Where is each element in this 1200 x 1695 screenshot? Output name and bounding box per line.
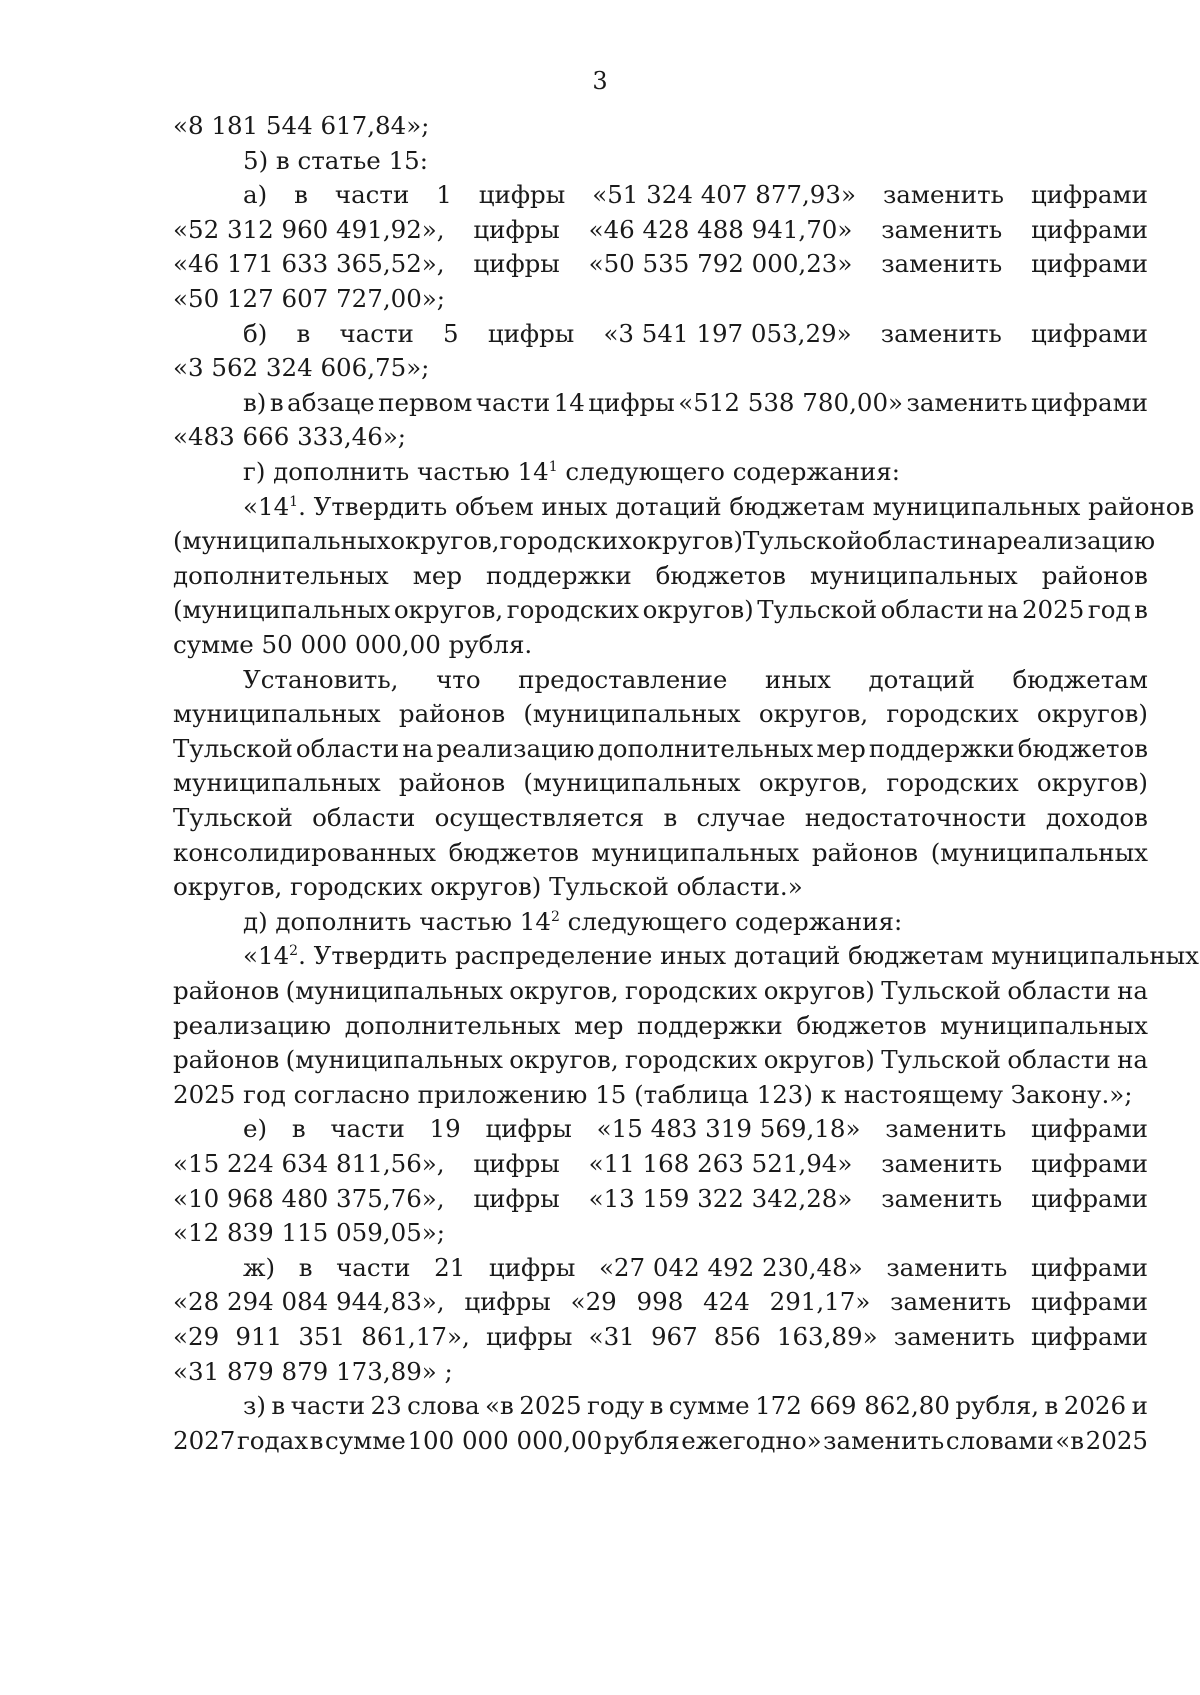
word: области [312, 803, 416, 832]
text-line [173, 1283, 1148, 1321]
line-text-after: . Утвердить объем иных дотаций бюджетам муниципальных районов [298, 491, 1195, 521]
word: цифры [473, 1149, 560, 1178]
word: Тульской [881, 1045, 1001, 1075]
word: и [1131, 1391, 1148, 1421]
word: муниципальных [810, 560, 1018, 590]
word: заменить [881, 1149, 1003, 1178]
text-line [243, 1110, 1148, 1148]
word: заменить [906, 387, 1028, 417]
word: «15 224 634 811,56», [173, 1149, 445, 1178]
word: в [663, 803, 678, 832]
line-text: «31 879 879 173,89» ; [173, 1356, 453, 1386]
word: в [298, 1252, 313, 1282]
word: 23 [370, 1391, 402, 1421]
word: 172 669 862,80 [755, 1391, 950, 1421]
superscript: 1 [548, 458, 558, 475]
word: области [1007, 1045, 1111, 1075]
word: поддержки [486, 560, 632, 590]
word: на [987, 595, 1019, 625]
word: 856 [713, 1322, 761, 1351]
word: цифрами [1030, 1287, 1148, 1317]
word: муниципальных [173, 768, 381, 798]
word: заменить [885, 1114, 1007, 1144]
word: «50 535 792 000,23» [588, 249, 853, 279]
word: цифры [487, 318, 575, 348]
word: в [309, 1425, 324, 1455]
word: недостаточности [804, 803, 1027, 832]
word: «29 [570, 1287, 617, 1317]
text-line [173, 1422, 1148, 1460]
word: мер [574, 1010, 624, 1040]
text-line [173, 1076, 1148, 1114]
word: е) [243, 1114, 268, 1144]
word: реализацию [173, 1010, 332, 1040]
word: округов, [758, 699, 869, 729]
word: 14 [553, 387, 585, 417]
word: иных [764, 664, 831, 694]
word: заменить [881, 1183, 1003, 1213]
word: округов, [509, 1045, 619, 1075]
word: на [1117, 1045, 1148, 1075]
word: году [587, 1391, 645, 1421]
word: 2026 [1063, 1391, 1127, 1421]
word: цифры [588, 387, 675, 417]
text-line [243, 176, 1148, 214]
word: Тульской [757, 595, 878, 625]
word: городских [886, 699, 1019, 729]
line-text-after: . Утвердить распределение иных дотаций бюджетам муниципальных [298, 941, 1199, 971]
word: «28 294 084 944,83», [173, 1287, 445, 1317]
word: 351 [298, 1322, 346, 1351]
page-number: 3 [592, 67, 608, 95]
word: (муниципальных [523, 768, 741, 798]
text-line [173, 557, 1148, 595]
text-line [243, 1249, 1148, 1287]
line-text: «14 [243, 941, 290, 971]
word: 291,17» [769, 1287, 871, 1317]
line-text-after: следующего содержания: [559, 906, 903, 936]
text-line [243, 142, 1148, 180]
text-line [173, 1353, 1148, 1391]
word: округов, [390, 526, 500, 556]
word: что [436, 664, 481, 694]
word: Тульской [173, 803, 293, 832]
word: ежегодно» [681, 1425, 822, 1455]
word: «11 168 263 521,94» [588, 1149, 853, 1178]
word: в [1044, 1391, 1059, 1421]
word: (муниципальных [173, 526, 391, 556]
word: цифры [488, 1252, 576, 1282]
word: в [291, 1114, 306, 1144]
word: округов) [631, 526, 744, 556]
line-text: «8 181 544 617,84»; [173, 111, 430, 140]
word: районов [173, 1045, 280, 1075]
line-text: «3 562 324 606,75»; [173, 353, 430, 383]
word: части [290, 1391, 366, 1421]
word: Тульской [743, 526, 863, 556]
word: реализацию [436, 733, 595, 763]
word: городских [886, 768, 1019, 798]
word: цифры [485, 1322, 573, 1351]
line-text: «12 839 115 059,05»; [173, 1218, 446, 1248]
word: на [402, 733, 434, 763]
word: 19 [429, 1114, 461, 1144]
word: (муниципальных [285, 976, 503, 1005]
word: б) [243, 318, 268, 348]
word: (муниципальных [523, 699, 741, 729]
word: год [1087, 595, 1131, 625]
text-line [173, 418, 1148, 456]
word: «52 312 960 491,92», [173, 214, 445, 244]
word: «3 541 197 053,29» [603, 318, 852, 348]
word: абзаце [287, 387, 375, 417]
word: «29 [173, 1322, 220, 1351]
word: консолидированных [173, 837, 436, 867]
word: реализацию [997, 526, 1156, 556]
word: словами [945, 1425, 1054, 1455]
word: «512 538 780,00» [678, 387, 904, 417]
word: в [269, 387, 284, 417]
word: городских [499, 526, 632, 556]
word: области [862, 526, 967, 556]
word: осуществляется [434, 803, 645, 832]
word: 424 [703, 1287, 750, 1317]
word: муниципальных [591, 837, 800, 867]
word: «15 483 319 569,18» [596, 1114, 861, 1144]
word: цифрами [1031, 1114, 1148, 1144]
word: области [295, 733, 400, 763]
word: районов [398, 699, 506, 729]
text-line [243, 937, 1199, 975]
word: в [1134, 595, 1148, 625]
word: 21 [434, 1252, 466, 1282]
word: в [649, 1391, 664, 1421]
word: округов, [509, 976, 619, 1005]
word: 2027 [173, 1425, 236, 1455]
word: дотаций [868, 664, 975, 694]
text-line [173, 107, 1148, 145]
text-line [173, 695, 1148, 733]
word: годах [236, 1425, 309, 1455]
word: цифры [473, 249, 560, 279]
word: части [339, 318, 414, 348]
word: на [966, 526, 998, 556]
word: сумме [668, 1391, 750, 1421]
line-text: «50 127 607 727,00»; [173, 284, 446, 313]
text-line [243, 453, 1148, 491]
word: цифрами [1031, 387, 1148, 417]
word: цифры [473, 214, 560, 244]
word: заменить [890, 1287, 1012, 1317]
word: заменить [881, 214, 1003, 244]
word: округов, [393, 595, 504, 625]
word: районов [398, 768, 506, 798]
line-text: г) дополнить частью 14 [243, 457, 549, 486]
word: «27 042 492 230,48» [598, 1252, 863, 1282]
word: муниципальных [173, 699, 381, 729]
word: цифры [473, 1183, 560, 1213]
word: 2025 [1085, 1425, 1148, 1455]
word: 861,17», [361, 1322, 470, 1351]
word: з) [243, 1391, 266, 1421]
word: районов [811, 837, 919, 867]
word: части [475, 387, 551, 417]
word: мер [816, 733, 866, 763]
word: округов) [1036, 768, 1148, 798]
text-line [173, 1318, 1148, 1356]
word: «в [485, 1391, 514, 1421]
word: 163,89» [776, 1322, 878, 1351]
word: слова [407, 1391, 480, 1421]
word: а) [243, 180, 268, 210]
word: ж) [243, 1252, 276, 1282]
word: 5 [443, 318, 459, 348]
word: мер [412, 560, 463, 590]
word: части [330, 1114, 405, 1144]
word: муниципальных [940, 1010, 1148, 1040]
word: 911 [235, 1322, 283, 1351]
text-line [173, 730, 1148, 768]
word: Тульской [881, 976, 1001, 1005]
word: 967 [650, 1322, 698, 1351]
line-text: д) дополнить частью 14 [243, 906, 551, 936]
word: районов [173, 976, 280, 1005]
text-line [173, 245, 1148, 283]
word: 2025 [519, 1391, 582, 1421]
text-line [173, 349, 1148, 387]
word: поддержки [868, 733, 1015, 763]
word: области [880, 595, 984, 625]
word: 100 000 000,00 [407, 1425, 603, 1455]
word: предоставление [518, 664, 728, 694]
word: части [336, 1252, 411, 1282]
word: на [1117, 976, 1148, 1005]
word: округов) [763, 1045, 875, 1075]
word: поддержки [637, 1010, 783, 1040]
word: цифрами [1031, 214, 1148, 244]
word: цифрами [1031, 1149, 1148, 1178]
word: городских [625, 1045, 758, 1075]
text-line [173, 522, 1156, 560]
word: дополнительных [344, 1010, 561, 1040]
line-text: округов, городских округов) Тульской области.» [173, 872, 803, 902]
text-line [243, 384, 1148, 422]
word: (муниципальных [930, 837, 1148, 867]
text-line [173, 1007, 1148, 1045]
word: в [271, 1391, 286, 1421]
line-text: 5) в статье 15: [243, 145, 429, 175]
word: (муниципальных [173, 595, 391, 625]
word: районов [1041, 560, 1148, 590]
superscript: 1 [289, 493, 299, 510]
text-line [243, 1387, 1148, 1425]
word: «46 428 488 941,70» [588, 214, 853, 244]
word: «31 [588, 1322, 635, 1351]
word: 1 [436, 180, 452, 210]
text-line [173, 972, 1148, 1010]
word: области [1007, 976, 1111, 1005]
text-line [243, 903, 1148, 941]
text-line [173, 1145, 1148, 1183]
word: округов) [642, 595, 754, 625]
word: 998 [636, 1287, 684, 1317]
word: (муниципальных [285, 1045, 503, 1075]
text-line [173, 591, 1148, 629]
word: округов) [1036, 699, 1148, 729]
word: Установить, [243, 664, 399, 694]
word: заменить [882, 180, 1005, 210]
word: цифрами [1031, 249, 1148, 279]
word: цифрами [1031, 1183, 1148, 1213]
word: в [294, 180, 308, 210]
word: городских [506, 595, 640, 625]
word: заменить [886, 1252, 1008, 1282]
text-line [173, 764, 1148, 802]
word: доходов [1045, 803, 1148, 832]
line-text: 2025 год согласно приложению 15 (таблица 123) к настоящему Закону.»; [173, 1079, 1133, 1109]
word: «51 324 407 877,93» [592, 180, 856, 210]
word: «10 968 480 375,76», [173, 1183, 445, 1213]
word: округов, [758, 768, 869, 798]
word: цифрами [1031, 1322, 1148, 1351]
text-line [173, 626, 1148, 664]
word: бюджетов [1017, 733, 1148, 763]
word: бюджетам [1012, 664, 1148, 694]
word: «46 171 633 365,52», [173, 249, 445, 279]
text-line [173, 799, 1148, 837]
line-text: сумме 50 000 000,00 рубля. [173, 630, 533, 659]
word: «в [1055, 1425, 1085, 1455]
text-line [173, 1214, 1148, 1252]
text-line [243, 315, 1148, 353]
word: Тульской [173, 733, 293, 763]
word: 2025 [1021, 595, 1085, 625]
word: «13 159 322 342,28» [588, 1183, 853, 1213]
word: цифры [464, 1287, 551, 1317]
text-line [173, 868, 1148, 906]
word: бюджетов [796, 1010, 927, 1040]
word: бюджетов [448, 837, 579, 867]
word: заменить [880, 318, 1002, 348]
text-line [173, 834, 1148, 872]
word: в) [243, 387, 267, 417]
word: бюджетов [655, 560, 786, 590]
text-line [173, 1041, 1148, 1079]
word: заменить [893, 1322, 1015, 1351]
line-text: «483 666 333,46»; [173, 422, 407, 452]
word: цифры [485, 1114, 572, 1144]
word: дополнительных [597, 733, 814, 763]
line-text-after: следующего содержания: [557, 457, 900, 486]
word: цифры [478, 180, 566, 210]
word: части [334, 180, 410, 210]
word: первом [378, 387, 473, 417]
word: заменить [881, 249, 1003, 279]
text-line [173, 211, 1148, 249]
text-line [243, 488, 1195, 526]
word: случае [696, 803, 786, 832]
word: городских [625, 976, 758, 1005]
word: дополнительных [173, 560, 389, 590]
word: цифрами [1030, 1252, 1148, 1282]
word: в [296, 318, 311, 348]
text-line [173, 1180, 1148, 1218]
text-line [243, 661, 1148, 699]
line-text: «14 [243, 491, 290, 521]
word: заменить [823, 1425, 945, 1455]
text-line [173, 280, 1148, 318]
word: рубля, [955, 1391, 1040, 1421]
word: сумме [325, 1425, 406, 1455]
word: цифрами [1031, 318, 1148, 348]
superscript: 2 [289, 943, 299, 960]
word: округов) [763, 976, 875, 1005]
word: рубля [603, 1425, 680, 1455]
superscript: 2 [550, 908, 560, 925]
word: цифрами [1030, 180, 1148, 210]
